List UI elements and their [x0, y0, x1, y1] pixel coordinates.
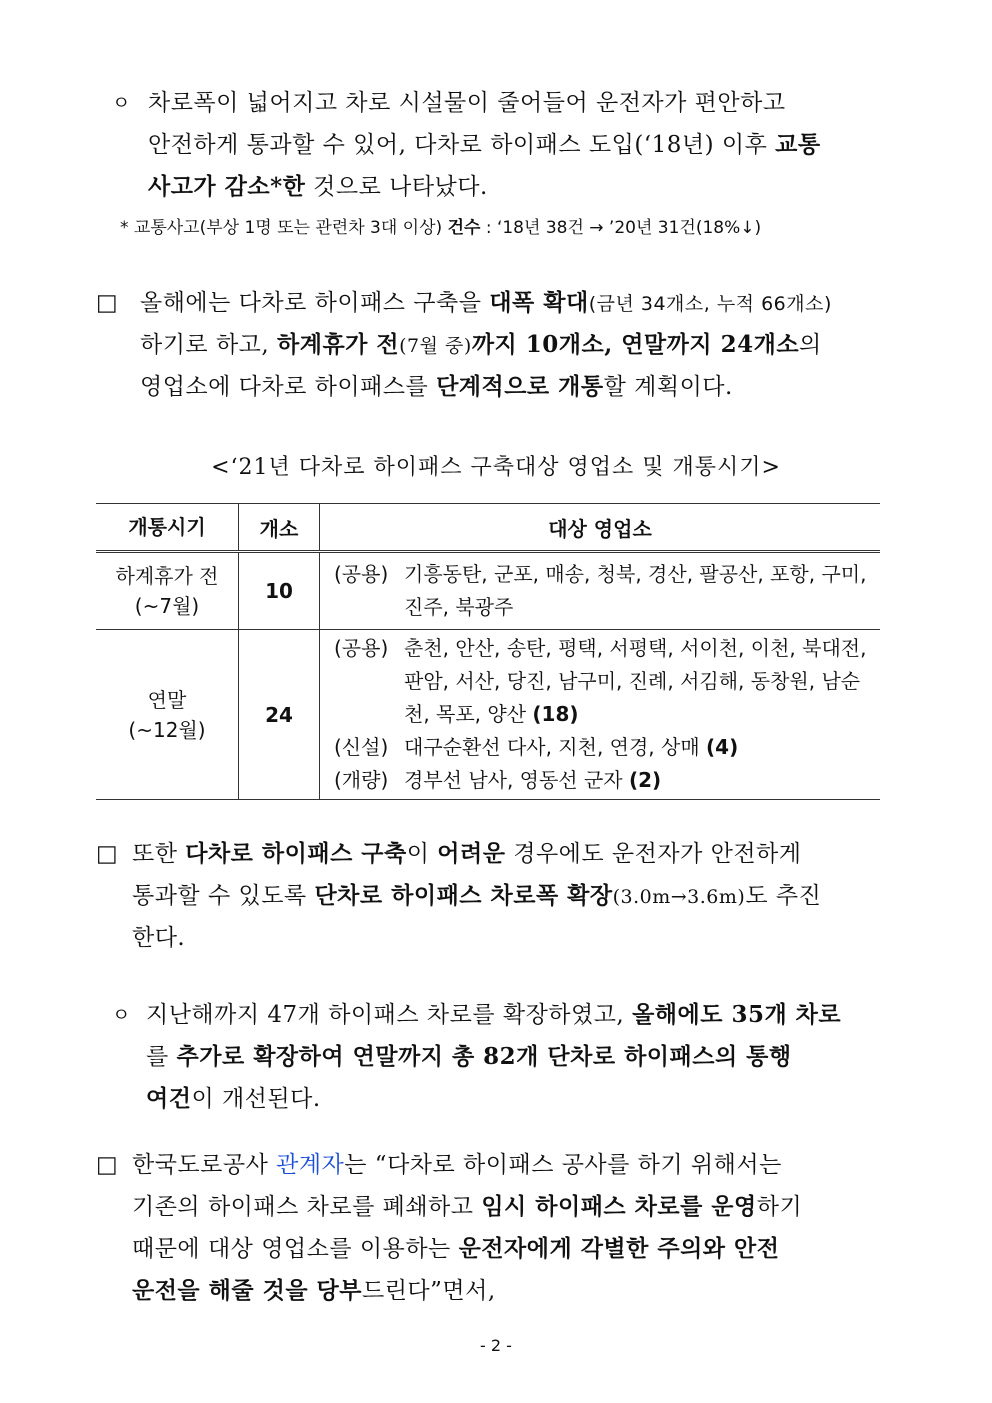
paragraph-line: 때문에 대상 영업소를 이용하는 운전자에게 각별한 주의와 안전	[132, 1235, 780, 1262]
header-offices: 대상 영업소	[320, 504, 881, 552]
square-bullet: □	[96, 1152, 119, 1178]
header-count: 개소	[239, 504, 320, 552]
schedule-table	[96, 503, 880, 800]
table-row	[96, 630, 880, 800]
table-header-row	[96, 504, 880, 552]
office-group: (개량) 경부선 남사, 영동선 군자 (2)	[334, 768, 662, 792]
paragraph-line: 지난해까지 47개 하이패스 차로를 확장하였고, 올해에도 35개 차로	[146, 1001, 842, 1028]
circle-bullet: ㅇ	[112, 1004, 131, 1026]
paragraph-line: 한다.	[132, 925, 186, 951]
paragraph-line: 통과할 수 있도록 단차로 하이패스 차로폭 확장(3.0m→3.6m)도 추진	[132, 882, 822, 909]
paragraph-line: 여건이 개선된다.	[146, 1085, 321, 1112]
paragraph-line: 안전하게 통과할 수 있어, 다차로 하이패스 도입(‘18년) 이후 교통	[148, 131, 821, 158]
offices-cell	[320, 630, 881, 800]
square-bullet: □	[96, 290, 119, 316]
office-group: (공용) 기흥동탄, 군포, 매송, 청북, 경산, 팔공산, 포항, 구미, 진주, 북광주	[334, 562, 867, 619]
office-group: (공용) 춘천, 안산, 송탄, 평택, 서평택, 서이천, 이천, 북대전, 판암, 서산, 당진, 남구미, 진례, 서김해, 동창원, 남순천, 목포, 양산 (18)	[334, 636, 867, 726]
period-cell: 연말 (~12월)	[96, 630, 239, 800]
paragraph-line: 차로폭이 넓어지고 차로 시설물이 줄어들어 운전자가 편안하고	[148, 90, 786, 116]
paragraph-line: 한국도로공사 관계자는 “다차로 하이패스 공사를 하기 위해서는	[132, 1152, 782, 1178]
count-cell: 24	[239, 630, 320, 800]
paragraph-line: 또한 다차로 하이패스 구축이 어려운 경우에도 운전자가 안전하게	[132, 840, 802, 867]
paragraph-line: 영업소에 다차로 하이패스를 단계적으로 개통할 계획이다.	[140, 373, 733, 400]
offices-cell	[320, 552, 881, 630]
circle-bullet: ㅇ	[112, 92, 131, 114]
paragraph-line: 사고가 감소*한 것으로 나타났다.	[148, 173, 488, 200]
paragraph-line: 올해에는 다차로 하이패스 구축을 대폭 확대(금년 34개소, 누적 66개소)	[140, 289, 832, 316]
table-row	[96, 552, 880, 630]
office-group: (신설) 대구순환선 다사, 지천, 연경, 상매 (4)	[334, 735, 739, 759]
paragraph-line: 하기로 하고, 하계휴가 전(7월 중)까지 10개소, 연말까지 24개소의	[140, 331, 822, 358]
square-bullet: □	[96, 841, 119, 867]
header-period: 개통시기	[96, 504, 239, 552]
footnote: * 교통사고(부상 1명 또는 관련차 3대 이상) 건수 : ‘18년 38건 → ’20년 31건(18%↓)	[120, 218, 762, 238]
period-cell: 하계휴가 전 (~7월)	[96, 552, 239, 630]
table-caption: <‘21년 다차로 하이패스 구축대상 영업소 및 개통시기>	[211, 455, 781, 480]
count-cell: 10	[239, 552, 320, 630]
paragraph-line: 를 추가로 확장하여 연말까지 총 82개 단차로 하이패스의 통행	[146, 1043, 792, 1070]
paragraph-line: 운전을 해줄 것을 당부드린다”면서,	[132, 1277, 496, 1304]
paragraph-line: 기존의 하이패스 차로를 폐쇄하고 임시 하이패스 차로를 운영하기	[132, 1193, 803, 1220]
page-number: - 2 -	[480, 1336, 512, 1355]
